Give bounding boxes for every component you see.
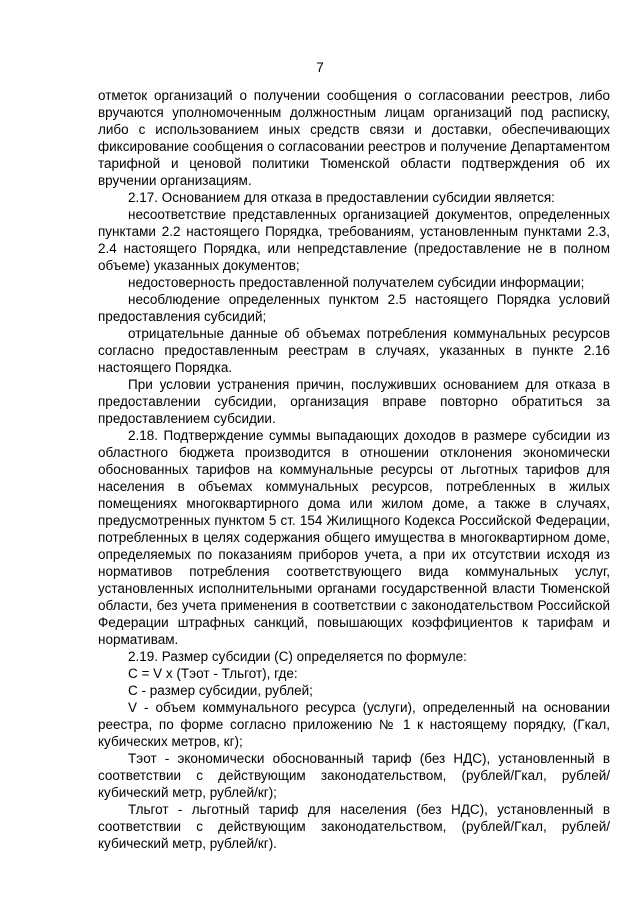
paragraph: отрицательные данные об объемах потребления коммунальных ресурсов согласно предоставленным реестрам в случаях, указанных в пункте 2.16 настоящего Порядка.: [98, 326, 610, 375]
paragraph: несоблюдение определенных пунктом 2.5 настоящего Порядка условий предоставления субсидий;: [98, 292, 610, 324]
paragraph: 2.18. Подтверждение суммы выпадающих доходов в размере субсидии из областного бюджета производится в отношении отклонения экономически обоснованных тарифов на коммунальные ресурсы от льготных тарифов для населения в объемах коммунальных ресурсов, потребленных в жилых помещениях многоквартирного дома или жилом доме, а также в случаях, предусмотренных пунктом 5 ст. 154 Жилищного Кодекса Российской Федерации, потребленных в целях содержания общего имущества в многоквартирном доме, определяемых по показаниям приборов учета, а при их отсутствии исходя из нормативов потребления соответствующего вида коммунальных услуг, установленных исполнительными органами государственной власти Тюменской области, без учета применения в соответствии с законодательством Российской Федерации штрафных санкций, повышающих коэффициентов к тарифам и нормативам.: [98, 428, 610, 647]
document-body: [98, 87, 610, 852]
paragraph: 2.17. Основанием для отказа в предоставлении субсидии является:: [128, 190, 555, 205]
paragraph: отметок организаций о получении сообщения о согласовании реестров, либо вручаются уполномоченным должностным лицам организаций под расписку, либо с использованием иных средств связи и доставки, обеспечивающих фиксирование сообщения о согласовании реестров и получение Департаментом тарифной и ценовой политики Тюменской области подтверждения об их вручении организациям.: [98, 88, 610, 188]
paragraph: При условии устранения причин, послуживших основанием для отказа в предоставлении субсидии, организация вправе повторно обратиться за предоставлением субсидии.: [98, 377, 610, 426]
paragraph: несоответствие представленных организацией документов, определенных пунктами 2.2 настоящего Порядка, требованиям, установленным пунктами 2.3, 2.4 настоящего Порядка, или непредставление (предоставление не в полном объеме) указанных документов;: [98, 207, 610, 273]
page-number: 7: [316, 60, 324, 75]
paragraph: V - объем коммунального ресурса (услуги), определенный на основании реестра, по форме согласно приложению № 1 к настоящему порядку, (Гкал, кубических метров, кг);: [98, 700, 610, 749]
paragraph: недостоверность предоставленной получателем субсидии информации;: [128, 275, 585, 290]
paragraph: Тльгот - льготный тариф для населения (без НДС), установленный в соответствии с действующим законодательством, (рублей/Гкал, рублей/кубический метр, рублей/кг).: [98, 802, 610, 851]
formula: С = V x (Тэот - Тльгот), где:: [128, 666, 298, 681]
paragraph: С - размер субсидии, рублей;: [128, 683, 313, 698]
paragraph: 2.19. Размер субсидии (С) определяется по формуле:: [128, 649, 467, 664]
paragraph: Тэот - экономически обоснованный тариф (без НДС), установленный в соответствии с действующим законодательством, (рублей/Гкал, рублей/кубический метр, рублей/кг);: [98, 751, 610, 800]
